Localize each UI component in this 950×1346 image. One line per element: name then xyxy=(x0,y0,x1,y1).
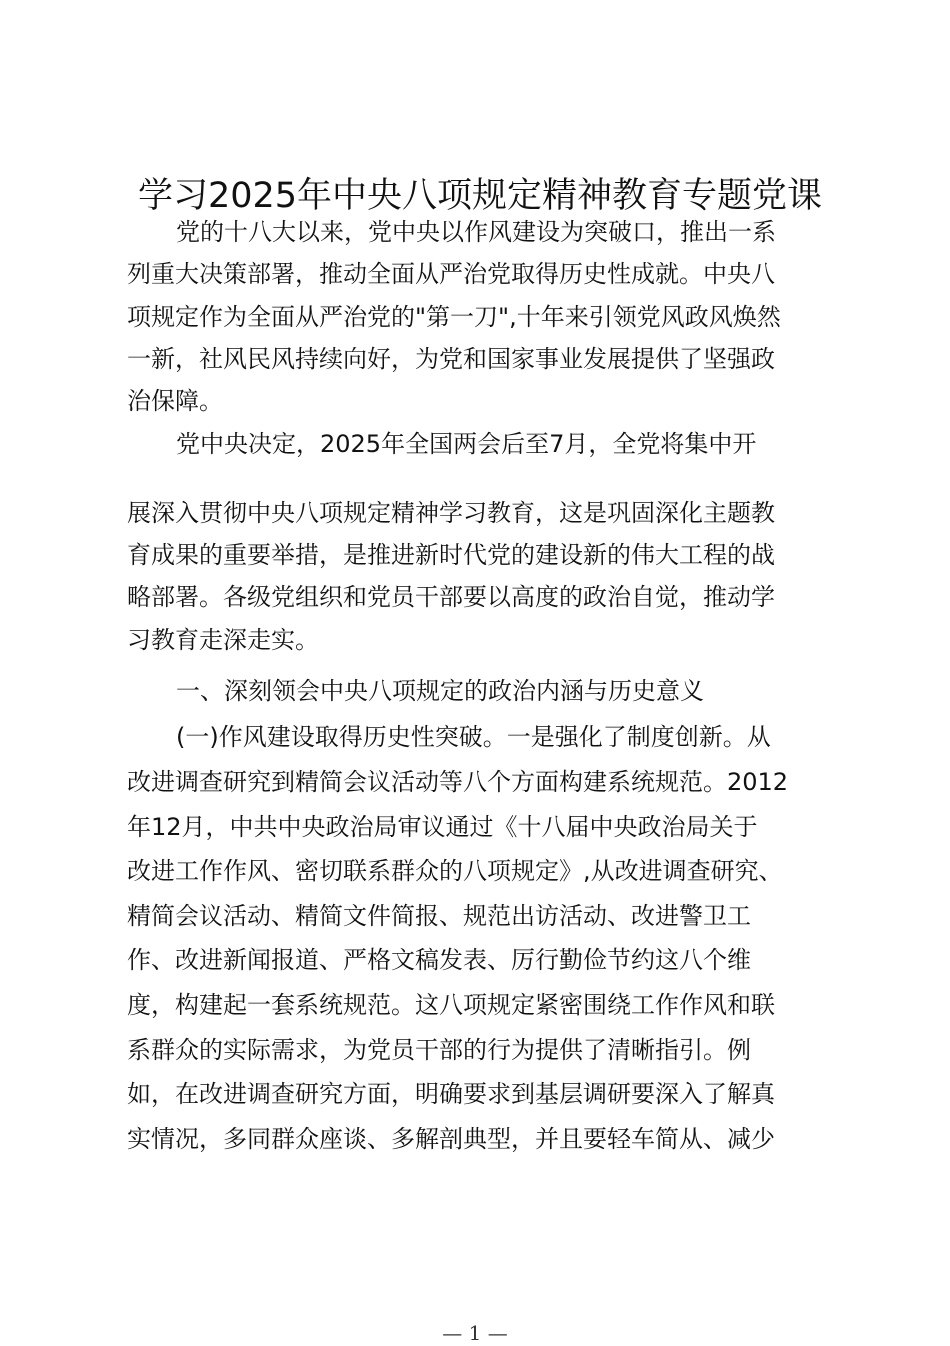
body-line: 习教育走深走实。 xyxy=(127,626,319,654)
body-line: 年12月，中共中央政治局审议通过《十八届中央政治局关于 xyxy=(127,813,758,841)
body-line: 精简会议活动、精简文件简报、规范出访活动、改进警卫工 xyxy=(127,902,751,930)
body-line: 如，在改进调查研究方面，明确要求到基层调研要深入了解真 xyxy=(127,1080,775,1108)
body-line: 实情况，多同群众座谈、多解剖典型，并且要轻车简从、减少 xyxy=(127,1125,775,1153)
document-title: 学习2025年中央八项规定精神教育专题党课 xyxy=(137,176,823,216)
body-line: 治保障。 xyxy=(127,387,223,415)
subsection-heading: (一)作风建设取得历史性突破。一是强化了制度创新。从 xyxy=(176,723,771,751)
body-line: 列重大决策部署，推动全面从严治党取得历史性成就。中央八 xyxy=(127,260,775,288)
body-line: 一新，社风民风持续向好，为党和国家事业发展提供了坚强政 xyxy=(127,345,775,373)
page-number: — 1 — xyxy=(442,1321,508,1345)
body-line: 略部署。各级党组织和党员干部要以高度的政治自觉，推动学 xyxy=(127,583,775,611)
body-line: 育成果的重要举措，是推进新时代党的建设新的伟大工程的战 xyxy=(127,541,775,569)
body-line: 度，构建起一套系统规范。这八项规定紧密围绕工作作风和联 xyxy=(127,991,775,1019)
body-line: 党的十八大以来，党中央以作风建设为突破口，推出一系 xyxy=(176,218,776,246)
body-line: 党中央决定，2025年全国两会后至7月，全党将集中开 xyxy=(176,430,757,458)
section-heading: 一、深刻领会中央八项规定的政治内涵与历史意义 xyxy=(176,677,704,705)
body-line: 作、改进新闻报道、严格文稿发表、厉行勤俭节约这八个维 xyxy=(127,946,751,974)
body-line: 改进调查研究到精简会议活动等八个方面构建系统规范。2012 xyxy=(127,768,789,796)
body-line: 项规定作为全面从严治党的"第一刀",十年来引领党风政风焕然 xyxy=(127,303,781,331)
body-line: 改进工作作风、密切联系群众的八项规定》,从改进调查研究、 xyxy=(127,857,783,885)
body-line: 展深入贯彻中央八项规定精神学习教育，这是巩固深化主题教 xyxy=(127,499,775,527)
body-line: 系群众的实际需求，为党员干部的行为提供了清晰指引。例 xyxy=(127,1036,751,1064)
